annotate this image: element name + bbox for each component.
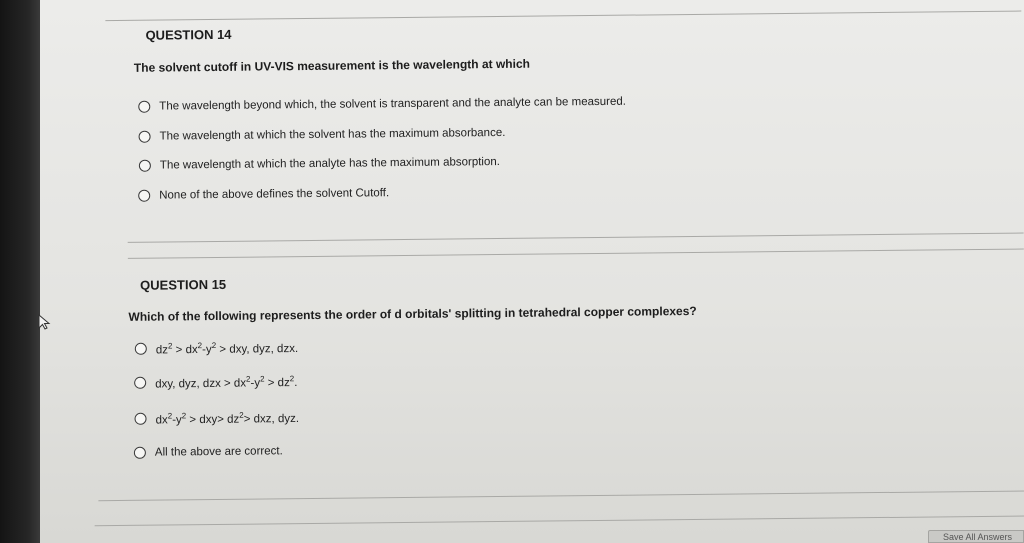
question-15-option-1[interactable] — [135, 340, 298, 357]
question-divider — [98, 491, 1024, 502]
question-15-text: Which of the following represents the order of d orbitals' splitting in tetrahedral copper complexes? — [128, 303, 697, 324]
top-divider — [105, 11, 1021, 22]
option-label: All the above are correct. — [154, 445, 283, 459]
option-label: The wavelength at which the solvent has the maximum absorbance. — [159, 126, 506, 143]
question-14-text: The solvent cutoff in UV-VIS measurement is the wavelength at which — [133, 56, 531, 75]
option-label: The wavelength beyond which, the solvent is transparent and the analyte can be measured. — [159, 95, 626, 113]
mouse-pointer-icon — [38, 314, 52, 330]
radio-button[interactable] — [134, 413, 146, 425]
save-all-answers-button[interactable]: Save All Answers — [928, 530, 1024, 543]
question-15-option-3[interactable] — [134, 410, 299, 427]
question-14-title: QUESTION 14 — [145, 26, 232, 43]
radio-button[interactable] — [134, 447, 146, 459]
question-14-option-4[interactable] — [138, 187, 389, 202]
option-label: The wavelength at which the analyte has the maximum absorption. — [159, 155, 501, 172]
question-divider — [128, 249, 1024, 259]
question-15-option-4[interactable] — [134, 445, 283, 459]
option-label: $dz^2 > dx^2-y^2$ > dxy, dyz, dzx. — [155, 340, 299, 357]
option-label: None of the above defines the solvent Cutoff. — [159, 187, 390, 202]
radio-button[interactable] — [139, 160, 151, 172]
radio-button[interactable] — [138, 101, 150, 113]
question-14-option-2[interactable] — [139, 127, 506, 143]
question-15-option-2[interactable] — [134, 374, 297, 391]
radio-button[interactable] — [139, 131, 151, 143]
question-divider — [128, 233, 1024, 243]
question-15-title: QUESTION 15 — [140, 276, 227, 293]
option-label: $dx^2-y^2 > dxy> dz^2>$ dxz, dyz. — [155, 410, 300, 427]
option-label: dxy, dyz, dzx > $dx^2-y^2 > dz^2$. — [155, 374, 298, 391]
footer-divider — [95, 515, 1024, 526]
question-14-option-1[interactable] — [138, 96, 626, 113]
radio-button[interactable] — [138, 190, 150, 202]
radio-button[interactable] — [134, 377, 146, 389]
question-14-option-3[interactable] — [139, 156, 500, 172]
radio-button[interactable] — [135, 343, 147, 355]
